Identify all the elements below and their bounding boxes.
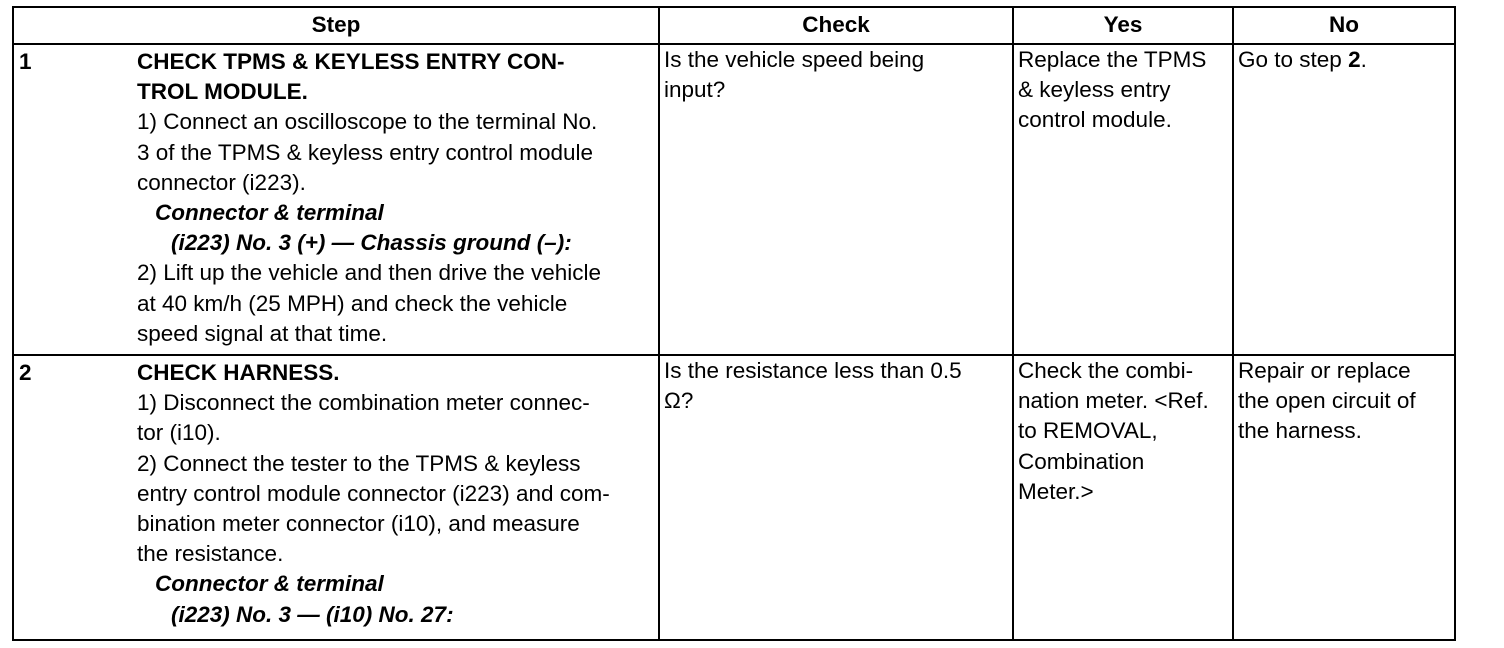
check-cell-1 <box>659 44 1013 355</box>
header-no: No <box>1233 7 1455 44</box>
table-row-step-1 <box>13 44 1455 355</box>
connector-value: (i223) No. 3 — (i10) No. 27: <box>171 601 454 627</box>
instruction-line: tor (i10). <box>137 420 221 446</box>
yes-text: Combination <box>1018 448 1145 474</box>
header-check: Check <box>659 7 1013 44</box>
step-number: 2 <box>19 360 32 385</box>
check-cell-2 <box>659 355 1013 640</box>
step-cell-2 <box>13 355 659 640</box>
step-cell-1 <box>13 44 659 355</box>
instruction-line: at 40 km/h (25 MPH) and check the vehicle <box>137 290 568 316</box>
no-text: Repair or replace <box>1238 358 1411 383</box>
check-text: Is the resistance less than 0.5 <box>664 358 962 383</box>
yes-text: Replace the TPMS <box>1018 47 1207 72</box>
no-cell-1 <box>1233 44 1455 355</box>
yes-cell-1 <box>1013 44 1233 355</box>
yes-text: control module. <box>1018 107 1172 133</box>
instruction-line: bination meter connector (i10), and measure <box>137 511 580 537</box>
step-number: 1 <box>19 49 32 74</box>
check-text: Ω? <box>664 388 694 414</box>
no-cell-2 <box>1233 355 1455 640</box>
yes-text: to REMOVAL, <box>1018 418 1158 444</box>
no-text: the open circuit of <box>1238 388 1416 414</box>
instruction-line: entry control module connector (i223) and com- <box>137 480 610 506</box>
step-body <box>137 45 658 349</box>
no-text: the harness. <box>1238 418 1362 444</box>
instruction-line: 1) Connect an oscilloscope to the terminal No. <box>137 109 598 135</box>
instruction-line: connector (i223). <box>137 169 306 195</box>
yes-text: & keyless entry <box>1018 77 1171 103</box>
instruction-line: 3 of the TPMS & keyless entry control module <box>137 139 594 165</box>
step-reference: 2 <box>1348 47 1361 72</box>
connector-label: Connector & terminal <box>155 200 384 226</box>
connector-value: (i223) No. 3 (+) — Chassis ground (–): <box>171 230 572 256</box>
instruction-line: the resistance. <box>137 541 284 567</box>
header-yes: Yes <box>1013 7 1233 44</box>
check-text: input? <box>664 77 726 103</box>
check-text: Is the vehicle speed being <box>664 47 925 72</box>
yes-cell-2 <box>1013 355 1233 640</box>
diagnostic-procedure-table <box>12 6 1456 641</box>
document-page <box>12 6 1454 641</box>
step-title: CHECK HARNESS. <box>137 360 340 385</box>
yes-text: Meter.> <box>1018 478 1094 504</box>
connector-label: Connector & terminal <box>155 571 384 597</box>
step-title: CHECK TPMS & KEYLESS ENTRY CON- TROL MODULE. <box>137 49 565 105</box>
header-step: Step <box>13 7 659 44</box>
yes-text: nation meter. <Ref. <box>1018 388 1209 414</box>
table-row-step-2 <box>13 355 1455 640</box>
step-body <box>137 356 658 630</box>
no-text: Go to step 2. <box>1238 47 1367 72</box>
instruction-line: 2) Lift up the vehicle and then drive the vehicle <box>137 260 602 286</box>
instruction-line: speed signal at that time. <box>137 320 388 346</box>
instruction-line: 2) Connect the tester to the TPMS & keyless <box>137 450 581 476</box>
table-header-row <box>13 7 1455 44</box>
instruction-line: 1) Disconnect the combination meter connec- <box>137 390 590 416</box>
yes-text: Check the combi- <box>1018 358 1194 383</box>
